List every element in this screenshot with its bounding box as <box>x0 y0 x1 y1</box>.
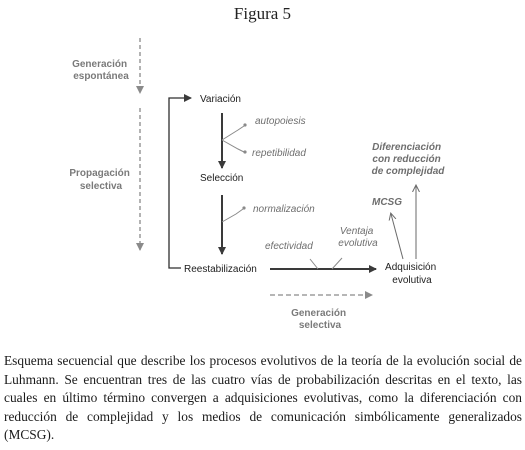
label-ventaja-evolutiva: Ventaja evolutiva <box>338 226 378 249</box>
label-efectividad: efectividad <box>265 241 313 252</box>
branch-ventaja <box>332 258 342 269</box>
branch-autopoiesis <box>222 126 244 140</box>
figure-caption: Esquema secuencial que describe los procesos evolutivos de la teoría de la evolución social de Luhmann. Se encuentran tres de las cuatro vías de probabilización descritas en el texto, las cuales en último término convergen a adquisiciones evolutivas, como la diferenciación con reducción de complejidad y los medios de comunicación simbólicamente generalizados (MCSG). <box>4 353 522 442</box>
figure-title: Figura 5 <box>233 4 292 23</box>
label-diferenciacion: Diferenciación con reducción de complejidad <box>371 142 445 177</box>
arrow-to-mcsg <box>391 214 403 259</box>
stage-reestabilizacion: Reestabilización <box>184 264 257 275</box>
label-generacion-espontanea: Generación espontánea <box>72 59 129 82</box>
branch-efectividad <box>310 259 318 269</box>
label-autopoiesis: autopoiesis <box>255 116 306 127</box>
branch-normalizacion <box>222 209 243 222</box>
stage-adquisicion-evolutiva: Adquisición evolutiva <box>385 262 437 286</box>
stage-variacion: Variación <box>200 94 241 105</box>
stage-seleccion: Selección <box>200 173 244 184</box>
dot-normalizacion <box>242 206 245 209</box>
label-repetibilidad: repetibilidad <box>252 148 306 159</box>
branch-repetibilidad <box>222 140 244 152</box>
dot-autopoiesis <box>243 123 246 126</box>
feedback-bracket <box>169 98 191 268</box>
label-normalizacion: normalización <box>253 204 315 215</box>
label-propagacion-selectiva: Propagación selectiva <box>69 168 130 192</box>
label-generacion-selectiva: Generación selectiva <box>291 308 347 331</box>
label-mcsg: MCSG <box>372 197 402 208</box>
dot-repetibilidad <box>243 150 246 153</box>
